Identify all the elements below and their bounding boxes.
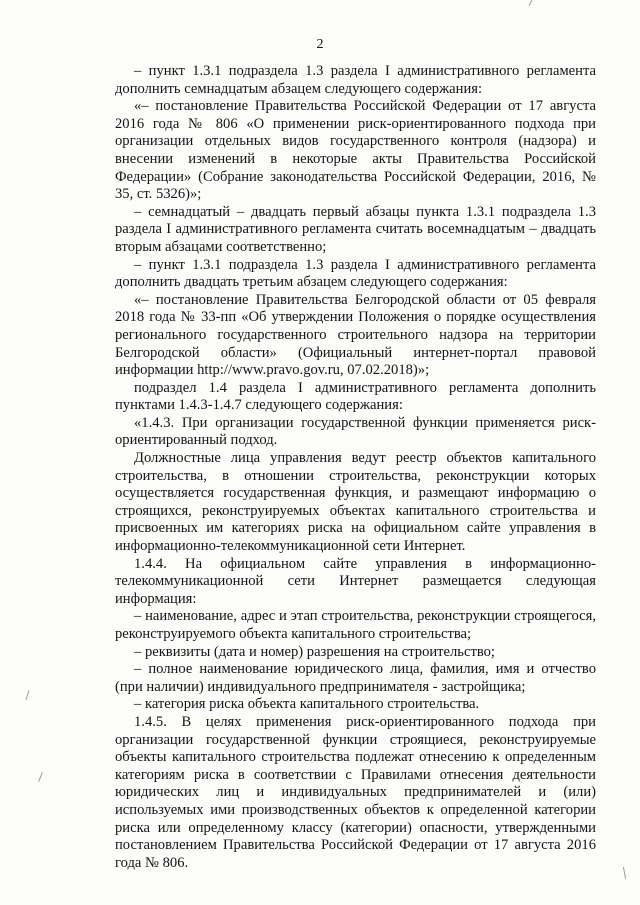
paragraph: «1.4.3. При организации государственной функции применяется риск-ориентированный подход. — [115, 414, 596, 449]
paragraph: – пункт 1.3.1 подраздела 1.3 раздела I административного регламента дополнить семнадцатым абзацем следующего содержания: — [115, 63, 596, 97]
paragraph: – семнадцатый – двадцать первый абзацы пункта 1.3.1 подраздела 1.3 раздела I административного регламента считать восемнадцатым – двадцать вторым абзацами соответственно; — [115, 203, 596, 255]
paragraph: подраздел 1.4 раздела I административного регламента дополнить пунктами 1.4.3-1.4.7 следующего содержания: — [115, 379, 596, 414]
scan-mark — [25, 690, 29, 700]
document-body — [115, 63, 596, 872]
paragraph: – полное наименование юридического лица, фамилия, имя и отчество (при наличии) индивидуального предпринимателя - застройщика; — [115, 661, 596, 695]
paragraph: – категория риска объекта капитального строительства. — [134, 696, 480, 713]
paragraph: – пункт 1.3.1 подраздела 1.3 раздела I административного регламента дополнить двадцать третьим абзацем следующего содержания: — [115, 256, 596, 291]
paragraph: – реквизиты (дата и номер) разрешения на строительство; — [134, 643, 495, 660]
paragraph: 1.4.5. В целях применения риск-ориентированного подхода при организации государственной функции строящиеся, реконструируемые объекты капитального строительства подлежат отнесению к определенным категориям риска в соответствии с Правилами отнесения деятельности юридических лиц и индивидуальных предпринимателей и (или) используемых ими производственных объектов к определенной категории риска или определенному классу (категории) опасности, утвержденными постановлением Правительства Российской Федерации от 17 августа 2016 года № 806. — [115, 713, 596, 871]
page-number: 2 — [316, 37, 324, 52]
scan-mark — [623, 867, 626, 879]
paragraph: – наименование, адрес и этап строительства, реконструкции строящегося, реконструируемого объекта капитального строительства; — [115, 608, 596, 642]
scan-mark — [529, 0, 533, 6]
paragraph: «– постановление Правительства Российской Федерации от 17 августа 2016 года № 806 «О применении риск-ориентированного подхода при организации отдельных видов государственного контроля (надзора) и внесении изменений в некоторые акты Правительства Российской Федерации» (Собрание законодательства Российской Федерации, 2016, № 35, ст. 5326)»; — [115, 98, 596, 203]
paragraph: «– постановление Правительства Белгородской области от 05 февраля 2018 года № 33-пп «Об утверждении Положения о порядке осуществления регионального государственного строительного надзора на территории Белгородской области» (Официальный интернет-портал правовой информации http://www.pravo.gov.ru, 07.02.2018)»; — [115, 291, 596, 379]
scan-mark — [38, 772, 43, 782]
paragraph: Должностные лица управления ведут реестр объектов капитального строительства, в отношении строительства, реконструкции которых осуществляется государственная функция, и размещают информацию о строящихся, реконструируемых объектах капитального строительства и присвоенных им категориях риска на официальном сайте управления в информационно-телекоммуникационной сети Интернет. — [115, 450, 596, 555]
paragraph: 1.4.4. На официальном сайте управления в информационно-телекоммуникационной сети Интернет размещается следующая информация: — [115, 555, 596, 607]
